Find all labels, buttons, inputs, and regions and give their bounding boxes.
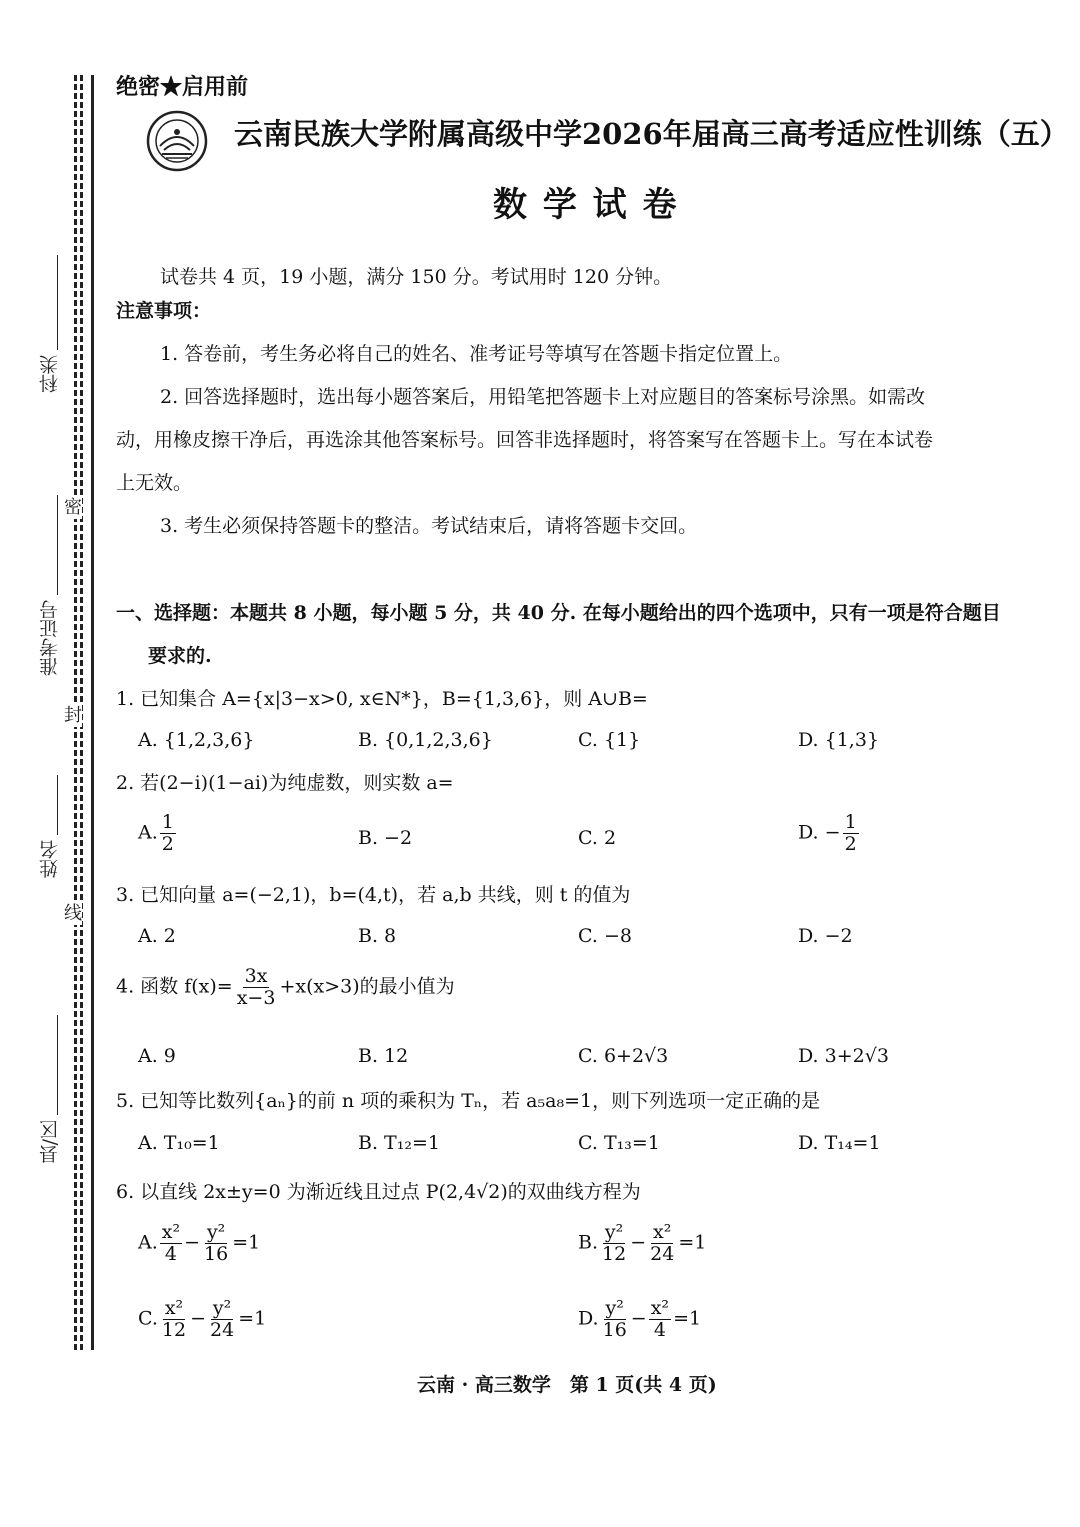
q6-stem: 6. 以直线 2x±y=0 为渐近线且过点 P(2,4√2)的双曲线方程为	[116, 1181, 641, 1203]
q3-option-a: A. 2	[138, 925, 176, 947]
q6-option-c	[138, 1298, 266, 1341]
fraction-numerator: y²	[212, 1297, 232, 1319]
q6-option-a-label: A.	[138, 1231, 158, 1254]
note-item-2b: 动，用橡皮擦干净后，再选涂其他答案标号。回答非选择题时，将答案写在答题卡上。写在本试卷	[116, 429, 934, 451]
note-item-3: 3. 考生必须保持答题卡的整洁。考试结束后，请将答题卡交回。	[160, 515, 698, 537]
equals-one: =1	[678, 1231, 707, 1254]
q2-option-d	[798, 812, 861, 855]
q3-option-d: D. −2	[798, 925, 853, 947]
margin-label-ticket: 准考证号	[39, 600, 61, 676]
q5-option-c: C. T₁₃=1	[578, 1132, 660, 1154]
q5-option-b: B. T₁₂=1	[358, 1132, 440, 1154]
fraction-numerator: y²	[604, 1221, 624, 1243]
fraction-denominator: 16	[204, 1242, 229, 1265]
fraction	[160, 1298, 188, 1341]
fraction-denominator: 2	[844, 832, 857, 855]
q5-option-d: D. T₁₄=1	[798, 1132, 881, 1154]
minus-sign: −	[630, 1307, 647, 1330]
binding-solid-line	[91, 75, 94, 1350]
q1-option-b: B. {0,1,2,3,6}	[358, 729, 493, 751]
equals-one: =1	[238, 1307, 267, 1330]
school-seal-icon	[146, 110, 208, 172]
q4-option-d: D. 3+2√3	[798, 1045, 889, 1067]
q2-stem: 2. 若(2−i)(1−ai)为纯虚数，则实数 a=	[116, 772, 454, 794]
fraction	[208, 1298, 236, 1341]
fraction-denominator: 2	[161, 832, 174, 855]
q2-option-b: B. −2	[358, 827, 413, 849]
q2-option-a	[138, 812, 178, 855]
seal-char-feng: 封	[64, 705, 82, 726]
q2-option-a-label: A.	[138, 821, 158, 844]
secret-label: 绝密★启用前	[116, 74, 249, 100]
notes-title: 注意事项：	[116, 300, 212, 322]
fraction-denominator: 12	[602, 1242, 627, 1265]
fraction-denominator: 12	[161, 1318, 187, 1341]
q4-stem-post: +x(x>3)的最小值为	[279, 975, 455, 998]
q3-option-b: B. 8	[358, 925, 397, 947]
q1-stem: 1. 已知集合 A={x|3−x>0, x∈N*}，B={1,3,6}，则 A∪B=	[116, 688, 648, 710]
fraction-numerator: x²	[164, 1297, 184, 1319]
margin-underline-ticket	[57, 495, 58, 595]
fraction-denominator: 24	[210, 1318, 235, 1341]
q4-option-c: C. 6+2√3	[578, 1045, 669, 1067]
q6-option-b	[578, 1222, 706, 1265]
fraction-numerator: y²	[206, 1221, 226, 1243]
page-footer: 云南 · 高三数学 第 1 页(共 4 页)	[417, 1374, 717, 1396]
q5-option-a: A. T₁₀=1	[138, 1132, 220, 1154]
subject-title: 数 学 试 卷	[493, 185, 679, 225]
equals-one: =1	[673, 1307, 702, 1330]
seal-char-xian: 线	[64, 903, 82, 924]
fraction	[649, 1298, 671, 1341]
margin-label-subject: 科类	[39, 355, 61, 393]
q1-option-d: D. {1,3}	[798, 729, 880, 751]
seal-char-mi: 密	[64, 497, 82, 518]
fraction-numerator: x²	[650, 1297, 670, 1319]
fraction-numerator: 1	[161, 811, 174, 833]
minus-sign: −	[190, 1307, 207, 1330]
fraction-denominator: 16	[602, 1318, 627, 1341]
fraction-denominator: 24	[650, 1242, 675, 1265]
note-item-2c: 上无效。	[116, 472, 193, 494]
q5-stem: 5. 已知等比数列{aₙ}的前 n 项的乘积为 Tₙ，若 a₅a₈=1，则下列选项一定正确的是	[116, 1090, 821, 1112]
minus-sign: −	[184, 1231, 201, 1254]
fraction-denominator: 4	[164, 1242, 177, 1265]
q2-option-d-fraction	[843, 812, 859, 855]
q4-option-b: B. 12	[358, 1045, 409, 1067]
fraction	[601, 1298, 629, 1341]
fraction	[648, 1222, 676, 1265]
school-title: 云南民族大学附属高级中学2026年届高三高考适应性训练（五）	[234, 117, 1069, 151]
q2-option-d-label: D. −	[798, 821, 841, 844]
q3-option-c: C. −8	[578, 925, 632, 947]
q6-option-d	[578, 1298, 701, 1341]
margin-underline-name	[57, 775, 58, 835]
fraction-numerator: x²	[653, 1221, 672, 1243]
fraction-denominator: x−3	[236, 986, 276, 1009]
q4-stem-fraction	[235, 966, 278, 1009]
margin-underline-subject	[57, 255, 58, 350]
q6-option-c-label: C.	[138, 1307, 158, 1330]
minus-sign: −	[630, 1231, 647, 1254]
q3-stem: 3. 已知向量 a=(−2,1)，b=(4,t)，若 a,b 共线，则 t 的值为	[116, 884, 631, 906]
q1-option-a: A. {1,2,3,6}	[138, 729, 255, 751]
equals-one: =1	[232, 1231, 261, 1254]
margin-label-name: 姓名	[39, 840, 61, 878]
fraction-numerator: 1	[844, 811, 857, 833]
q2-option-a-fraction	[160, 812, 176, 855]
q6-option-d-label: D.	[578, 1307, 599, 1330]
section-1-heading-cont: 要求的.	[148, 645, 212, 667]
margin-label-county: 县/区	[39, 1120, 61, 1165]
note-item-1: 1. 答卷前，考生务必将自己的姓名、准考证号等填写在答题卡指定位置上。	[160, 343, 793, 365]
fraction-denominator: 4	[653, 1318, 666, 1341]
q6-option-b-label: B.	[578, 1231, 599, 1254]
q2-option-c: C. 2	[578, 827, 617, 849]
section-1-heading: 一、选择题：本题共 8 小题，每小题 5 分，共 40 分. 在每小题给出的四个选项中，只有一项是符合题目	[116, 602, 1001, 624]
q4-stem-pre: 4. 函数 f(x)=	[116, 975, 233, 998]
q1-option-c: C. {1}	[578, 729, 641, 751]
fraction-numerator: y²	[605, 1297, 624, 1319]
margin-underline-county	[57, 1015, 58, 1115]
q6-option-a	[138, 1222, 260, 1265]
exam-intro: 试卷共 4 页，19 小题，满分 150 分。考试用时 120 分钟。	[160, 266, 673, 288]
fraction	[202, 1222, 230, 1265]
note-item-2a: 2. 回答选择题时，选出每小题答案后，用铅笔把答题卡上对应题目的答案标号涂黑。如需改	[160, 386, 926, 408]
q4-option-a: A. 9	[138, 1045, 176, 1067]
q4-stem	[116, 966, 455, 1009]
fraction	[160, 1222, 182, 1265]
fraction-numerator: 3x	[244, 965, 268, 987]
fraction	[600, 1222, 628, 1265]
fraction-numerator: x²	[161, 1221, 181, 1243]
